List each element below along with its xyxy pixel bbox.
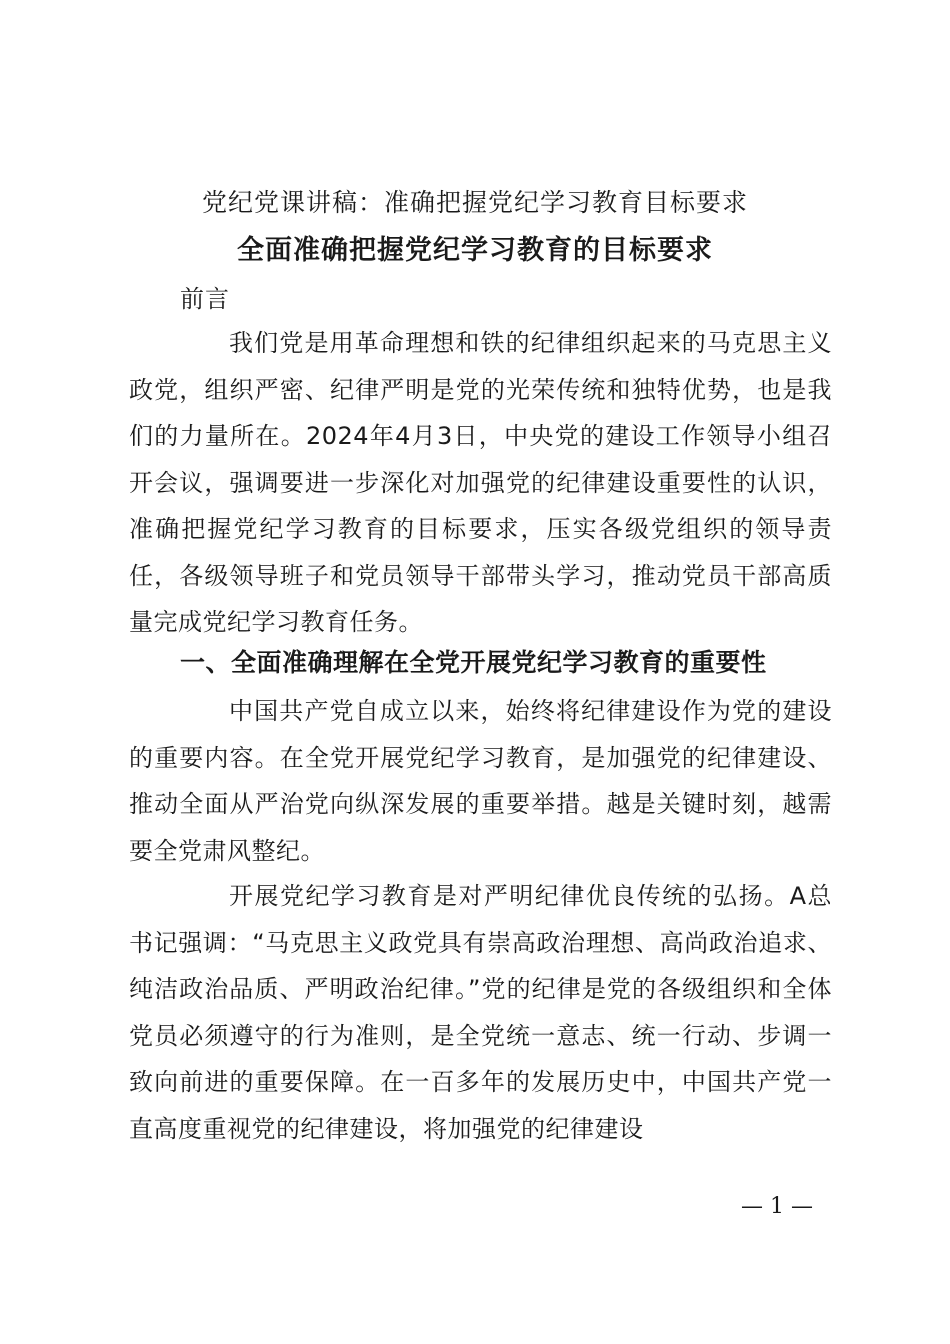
page-number: — 1 —	[741, 1194, 813, 1219]
paragraph-block	[129, 688, 832, 874]
paragraph-block	[129, 873, 832, 1152]
section-heading: 一、全面准确理解在全党开展党纪学习教育的重要性	[180, 648, 767, 677]
document-subtitle: 党纪党课讲稿：准确把握党纪学习教育目标要求	[201, 188, 748, 217]
body-paragraph: 开展党纪学习教育是对严明纪律优良传统的弘扬。A总书记强调：“马克思主义政党具有崇高政治理想、高尚政治追求、纯洁政治品质、严明政治纪律。”党的纪律是党的各级组织和全体党员必须遵守的行为准则，是全党统一意志、统一行动、步调一致向前进的重要保障。在一百多年的发展历史中，中国共产党一直高度重视党的纪律建设，将加强党的纪律建设	[129, 882, 832, 1143]
body-paragraph: 我们党是用革命理想和铁的纪律组织起来的马克思主义政党，组织严密、纪律严明是党的光荣传统和独特优势，也是我们的力量所在。2024年4月3日，中央党的建设工作领导小组召开会议，强调要进一步深化对加强党的纪律建设重要性的认识，准确把握党纪学习教育的目标要求，压实各级党组织的领导责任，各级领导班子和党员领导干部带头学习，推动党员干部高质量完成党纪学习教育任务。	[129, 329, 832, 636]
preface-label: 前言	[180, 285, 230, 313]
document-title: 全面准确把握党纪学习教育的目标要求	[237, 235, 713, 266]
paragraph-block	[129, 320, 832, 646]
body-paragraph: 中国共产党自成立以来，始终将纪律建设作为党的建设的重要内容。在全党开展党纪学习教育，是加强党的纪律建设、推动全面从严治党向纵深发展的重要举措。越是关键时刻，越需要全党肃风整纪。	[129, 697, 832, 865]
